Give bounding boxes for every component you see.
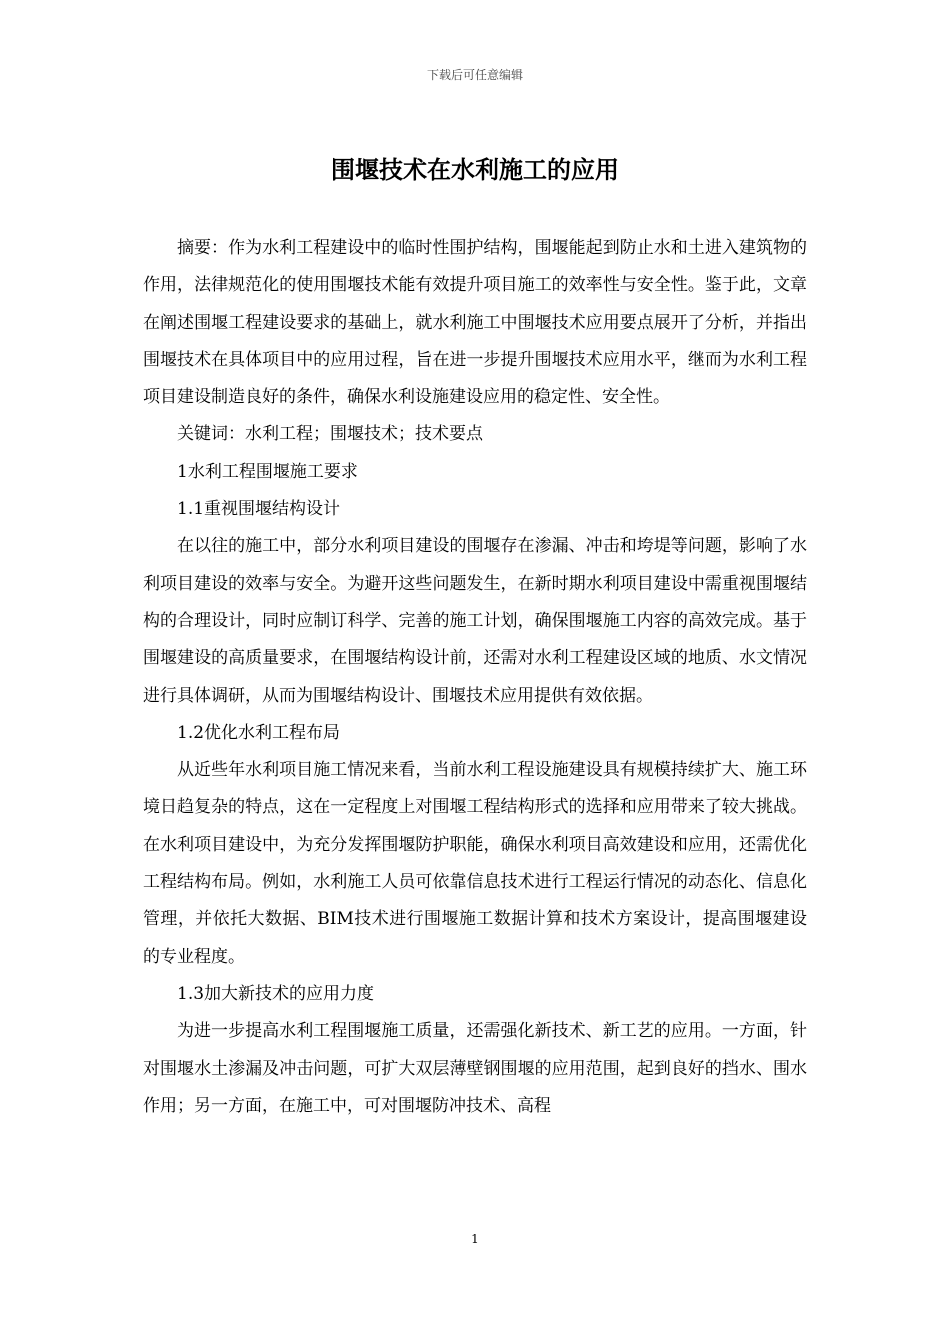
keywords-paragraph: 关键词：水利工程；围堰技术；技术要点 <box>177 424 483 445</box>
document-title: 围堰技术在水利施工的应用 <box>331 156 619 184</box>
document-body <box>143 230 807 1125</box>
subsection-heading: 1.2优化水利工程布局 <box>177 722 341 743</box>
subsection-heading: 1.3加大新技术的应用力度 <box>177 983 375 1004</box>
body-paragraph: 为进一步提高水利工程围堰施工质量，还需强化新技术、新工艺的应用。一方面，针对围堰水土渗漏及冲击问题，可扩大双层薄壁钢围堰的应用范围，起到良好的挡水、围水作用；另一方面，在施工中，可对围堰防冲技术、高程 <box>143 1021 807 1116</box>
body-paragraph: 在以往的施工中，部分水利项目建设的围堰存在渗漏、冲击和垮堤等问题，影响了水利项目建设的效率与安全。为避开这些问题发生，在新时期水利项目建设中需重视围堰结构的合理设计，同时应制订科学、完善的施工计划，确保围堰施工内容的高效完成。基于围堰建设的高质量要求，在围堰结构设计前，还需对水利工程建设区域的地质、水文情况进行具体调研，从而为围堰结构设计、围堰技术应用提供有效依据。 <box>143 536 807 706</box>
page-number: 1 <box>471 1232 479 1246</box>
abstract-paragraph: 摘要：作为水利工程建设中的临时性围护结构，围堰能起到防止水和土进入建筑物的作用，法律规范化的使用围堰技术能有效提升项目施工的效率性与安全性。鉴于此，文章在阐述围堰工程建设要求的基础上，就水利施工中围堰技术应用要点展开了分析，并指出围堰技术在具体项目中的应用过程，旨在进一步提升围堰技术应用水平，继而为水利工程项目建设制造良好的条件，确保水利设施建设应用的稳定性、安全性。 <box>143 238 807 408</box>
section-heading: 1水利工程围堰施工要求 <box>177 461 358 482</box>
subsection-heading: 1.1重视围堰结构设计 <box>177 499 341 520</box>
body-paragraph: 从近些年水利项目施工情况来看，当前水利工程设施建设具有规模持续扩大、施工环境日趋复杂的特点，这在一定程度上对围堰工程结构形式的选择和应用带来了较大挑战。在水利项目建设中，为充分发挥围堰防护职能，确保水利项目高效建设和应用，还需优化工程结构布局。例如，水利施工人员可依靠信息技术进行工程运行情况的动态化、信息化管理，并依托大数据、BIM技术进行围堰施工数据计算和技术方案设计，提高围堰建设的专业程度。 <box>143 760 807 967</box>
page-header: 下载后可任意编辑 <box>426 68 523 82</box>
